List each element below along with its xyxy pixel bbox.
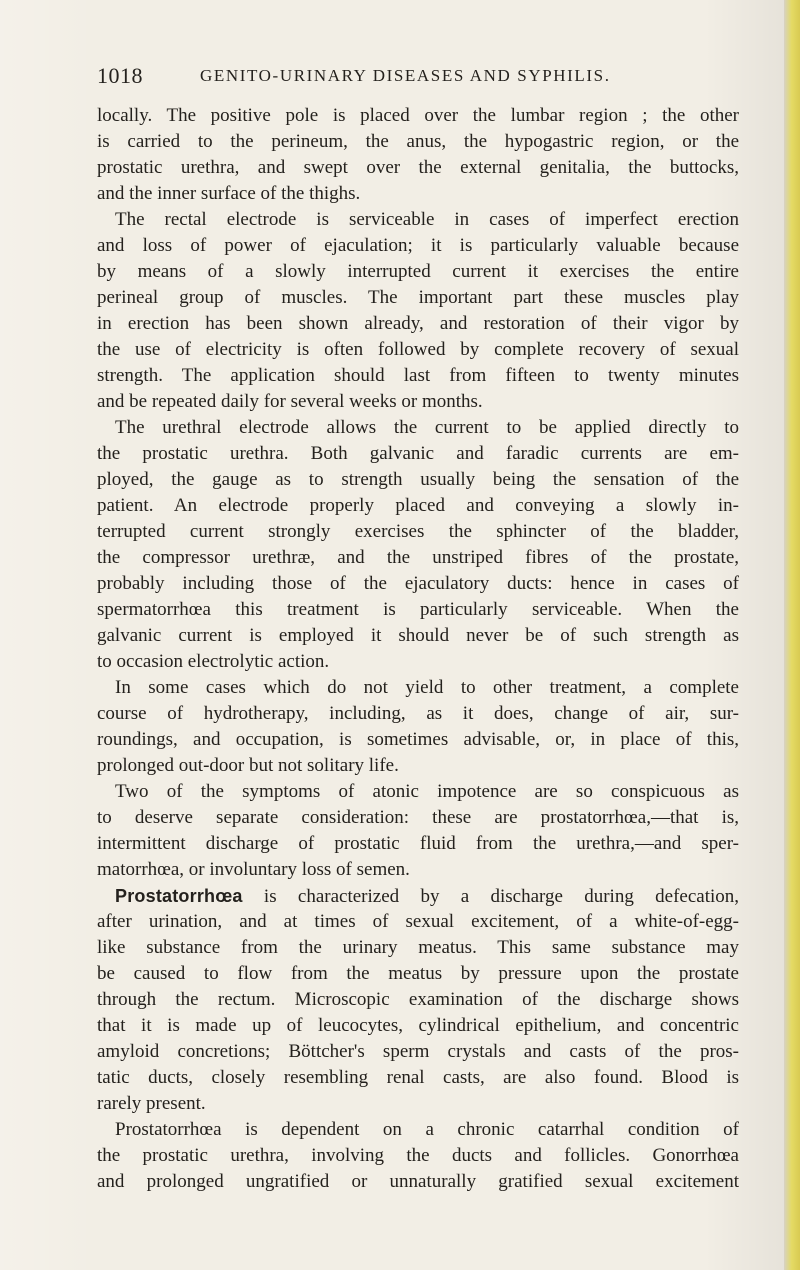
text-line: rarely present. [97,1093,206,1114]
text-line: roundings, and occupation, is sometimes advisable, or, in place of this, [97,729,739,750]
text-line: matorrhœa, or involuntary loss of semen. [97,859,410,880]
text-line: intermittent discharge of prostatic fluid from the urethra,—and sper- [97,833,739,854]
text-line: spermatorrhœa this treatment is particularly serviceable. When the [97,599,739,620]
text-line: is carried to the perineum, the anus, the hypogastric region, or the [97,131,739,152]
text-line: the compressor urethræ, and the unstriped fibres of the prostate, [97,547,739,568]
text-line: Two of the symptoms of atonic impotence are so conspicuous as [115,781,739,802]
page-number: 1018 [97,63,143,88]
text-line: patient. An electrode properly placed and conveying a slowly in- [97,495,739,516]
text-line: tatic ducts, closely resembling renal casts, are also found. Blood is [97,1067,739,1088]
text-line: and loss of power of ejaculation; it is particularly valuable because [97,235,739,256]
text-line: by means of a slowly interrupted current it exercises the entire [97,261,739,282]
text-line: after urination, and at times of sexual excitement, of a white-of-egg- [97,911,739,932]
first-line-rest: is characterized by a discharge during defecation, [242,886,739,907]
text-line: perineal group of muscles. The important part these muscles play [97,287,739,308]
text-line: strength. The application should last from fifteen to twenty minutes [97,365,739,386]
text-line: to deserve separate consideration: these are prostatorrhœa,—that is, [97,807,739,828]
text-line: ployed, the gauge as to strength usually being the sensation of the [97,469,739,490]
text-line: prolonged out-door but not solitary life. [97,755,399,776]
text-line: probably including those of the ejaculatory ducts: hence in cases of [97,573,739,594]
section-first-line [97,883,739,909]
text-line: The rectal electrode is serviceable in cases of imperfect erection [115,209,739,230]
text-line: and be repeated daily for several weeks or months. [97,391,483,412]
text-line: amyloid concretions; Böttcher's sperm crystals and casts of the pros- [97,1041,739,1062]
run-in-heading: Prostatorrhœa [115,886,243,906]
text-line: in erection has been shown already, and restoration of their vigor by [97,313,739,334]
text-line: terrupted current strongly exercises the sphincter of the bladder, [97,521,739,542]
running-head [97,63,757,95]
text-line: the use of electricity is often followed by complete recovery of sexual [97,339,739,360]
text-line: galvanic current is employed it should never be of such strength as [97,625,739,646]
running-title: GENITO-URINARY DISEASES AND SYPHILIS. [200,66,611,85]
text-line: the prostatic urethra, involving the ducts and follicles. Gonorrhœa [97,1145,739,1166]
text-line: and prolonged ungratified or unnaturally gratified sexual excitement [97,1171,739,1192]
text-line: through the rectum. Microscopic examination of the discharge shows [97,989,739,1010]
text-line: course of hydrotherapy, including, as it does, change of air, sur- [97,703,739,724]
text-line: The urethral electrode allows the current to be applied directly to [115,417,739,438]
text-line: like substance from the urinary meatus. This same substance may [97,937,739,958]
text-line: that it is made up of leucocytes, cylindrical epithelium, and concentric [97,1015,739,1036]
text-line: the prostatic urethra. Both galvanic and faradic currents are em- [97,443,739,464]
text-line: locally. The positive pole is placed over the lumbar region ; the other [97,105,739,126]
text-line: to occasion electrolytic action. [97,651,330,672]
text-line: Prostatorrhœa is dependent on a chronic catarrhal condition of [115,1119,739,1140]
body-text [97,103,739,1195]
text-line: be caused to flow from the meatus by pressure upon the prostate [97,963,739,984]
text-line: prostatic urethra, and swept over the external genitalia, the buttocks, [97,157,739,178]
text-line: In some cases which do not yield to other treatment, a complete [115,677,739,698]
page-edge [784,0,800,1270]
text-line: and the inner surface of the thighs. [97,183,361,204]
